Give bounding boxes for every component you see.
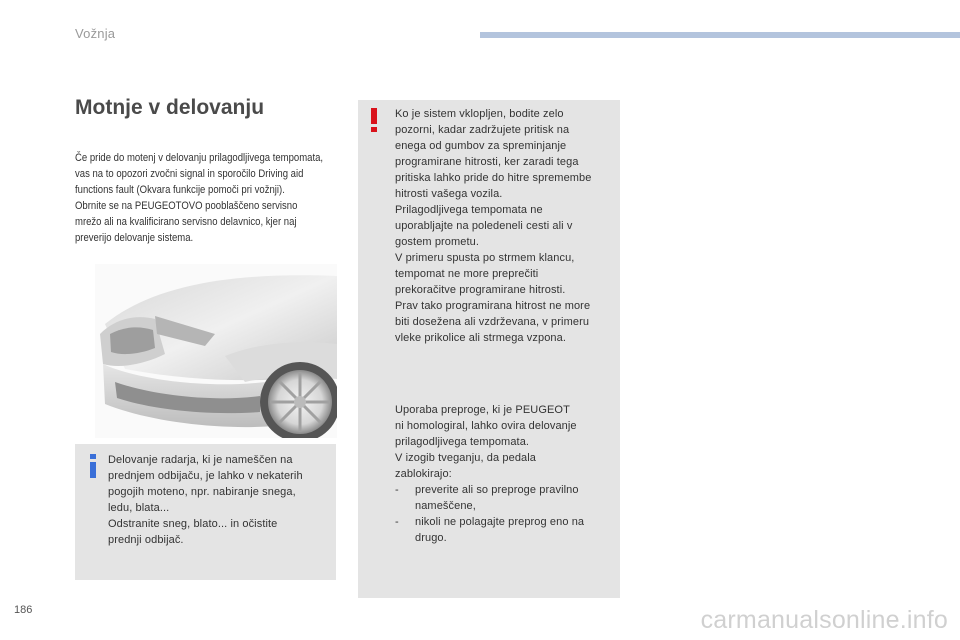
- mat-line: ni homologiral, lahko ovira delovanje: [395, 420, 577, 432]
- mat-line: zablokirajo:: [395, 468, 452, 480]
- exclamation-icon: [370, 108, 378, 132]
- info-line: prednji odbijač.: [108, 534, 184, 546]
- section-label: Vožnja: [75, 26, 116, 41]
- warning-line: V primeru spusta po strmem klancu,: [395, 252, 575, 264]
- info-line: Odstranite sneg, blato... in očistite: [108, 518, 278, 530]
- warning-line: gostem prometu.: [395, 236, 480, 248]
- warning-line: prekoračitve programirane hitrosti.: [395, 284, 566, 296]
- warning-line: Ko je sistem vklopljen, bodite zelo: [395, 108, 564, 120]
- warning-line: hitrosti vašega vozila.: [395, 188, 503, 200]
- intro-paragraph: [75, 150, 336, 246]
- info-line: prednjem odbijaču, je lahko v nekaterih: [108, 470, 303, 482]
- list-item: [395, 482, 617, 514]
- info-note: [75, 444, 336, 580]
- warning-line: pozorni, kadar zadržujete pritisk na: [395, 124, 570, 136]
- intro-line: Obrnite se na PEUGEOTOVO pooblaščeno servisno: [75, 200, 298, 212]
- list-item-text: nikoli ne polagajte preprog eno na: [415, 516, 585, 528]
- intro-line: mrežo ali na kvalificirano servisno delavnico, kjer naj: [75, 216, 297, 228]
- page-number: 186: [14, 604, 33, 616]
- warning-line: biti dosežena ali vzdrževana, v primeru: [395, 316, 590, 328]
- intro-line: vas na to opozori zvočni signal in sporočilo Driving aid: [75, 168, 304, 180]
- warning-line: programirane hitrosti, ker zaradi tega: [395, 156, 579, 168]
- info-line: ledu, blata...: [108, 502, 170, 514]
- mat-line: Uporaba preproge, ki je PEUGEOT: [395, 404, 570, 416]
- mat-line: V izogib tveganju, da pedala: [395, 452, 537, 464]
- page-title: Motnje v delovanju: [75, 96, 265, 119]
- intro-line: Če pride do motenj v delovanju prilagodljivega tempomata,: [75, 152, 324, 164]
- header-bar: [480, 32, 960, 38]
- list-item: [395, 514, 617, 546]
- list-item-text: nameščene,: [415, 500, 476, 512]
- info-line: pogojih moteno, npr. nabiranje snega,: [108, 486, 296, 498]
- warning-line: tempomat ne more preprečiti: [395, 268, 539, 280]
- mat-checklist: [395, 482, 617, 546]
- warning-line: Prav tako programirana hitrost ne more: [395, 300, 591, 312]
- watermark: carmanualsonline.info: [700, 606, 948, 634]
- warning-line: vleke prikolice ali strmega vzpona.: [395, 332, 567, 344]
- list-item-text: preverite ali so preproge pravilno: [415, 484, 579, 496]
- warning-note: [358, 100, 620, 598]
- warning-note-text: [395, 106, 617, 346]
- info-line: Delovanje radarja, ki je nameščen na: [108, 454, 293, 466]
- info-note-text: [108, 452, 323, 548]
- intro-line: preverijo delovanje sistema.: [75, 232, 194, 244]
- warning-line: pritiska lahko pride do hitre spremembe: [395, 172, 592, 184]
- list-dash: -: [395, 516, 399, 528]
- intro-line: functions fault (Okvara funkcije pomoči pri vožnji).: [75, 184, 285, 196]
- car-front-illustration: [95, 264, 337, 438]
- info-icon: [89, 454, 97, 478]
- list-dash: -: [395, 484, 399, 496]
- list-item-text: drugo.: [415, 532, 447, 544]
- floor-mat-note: [395, 402, 617, 546]
- warning-line: enega od gumbov za spreminjanje: [395, 140, 567, 152]
- warning-line: Prilagodljivega tempomata ne: [395, 204, 543, 216]
- warning-line: uporabljajte na poledeneli cesti ali v: [395, 220, 573, 232]
- car-front-image: [95, 264, 337, 438]
- mat-line: prilagodljivega tempomata.: [395, 436, 530, 448]
